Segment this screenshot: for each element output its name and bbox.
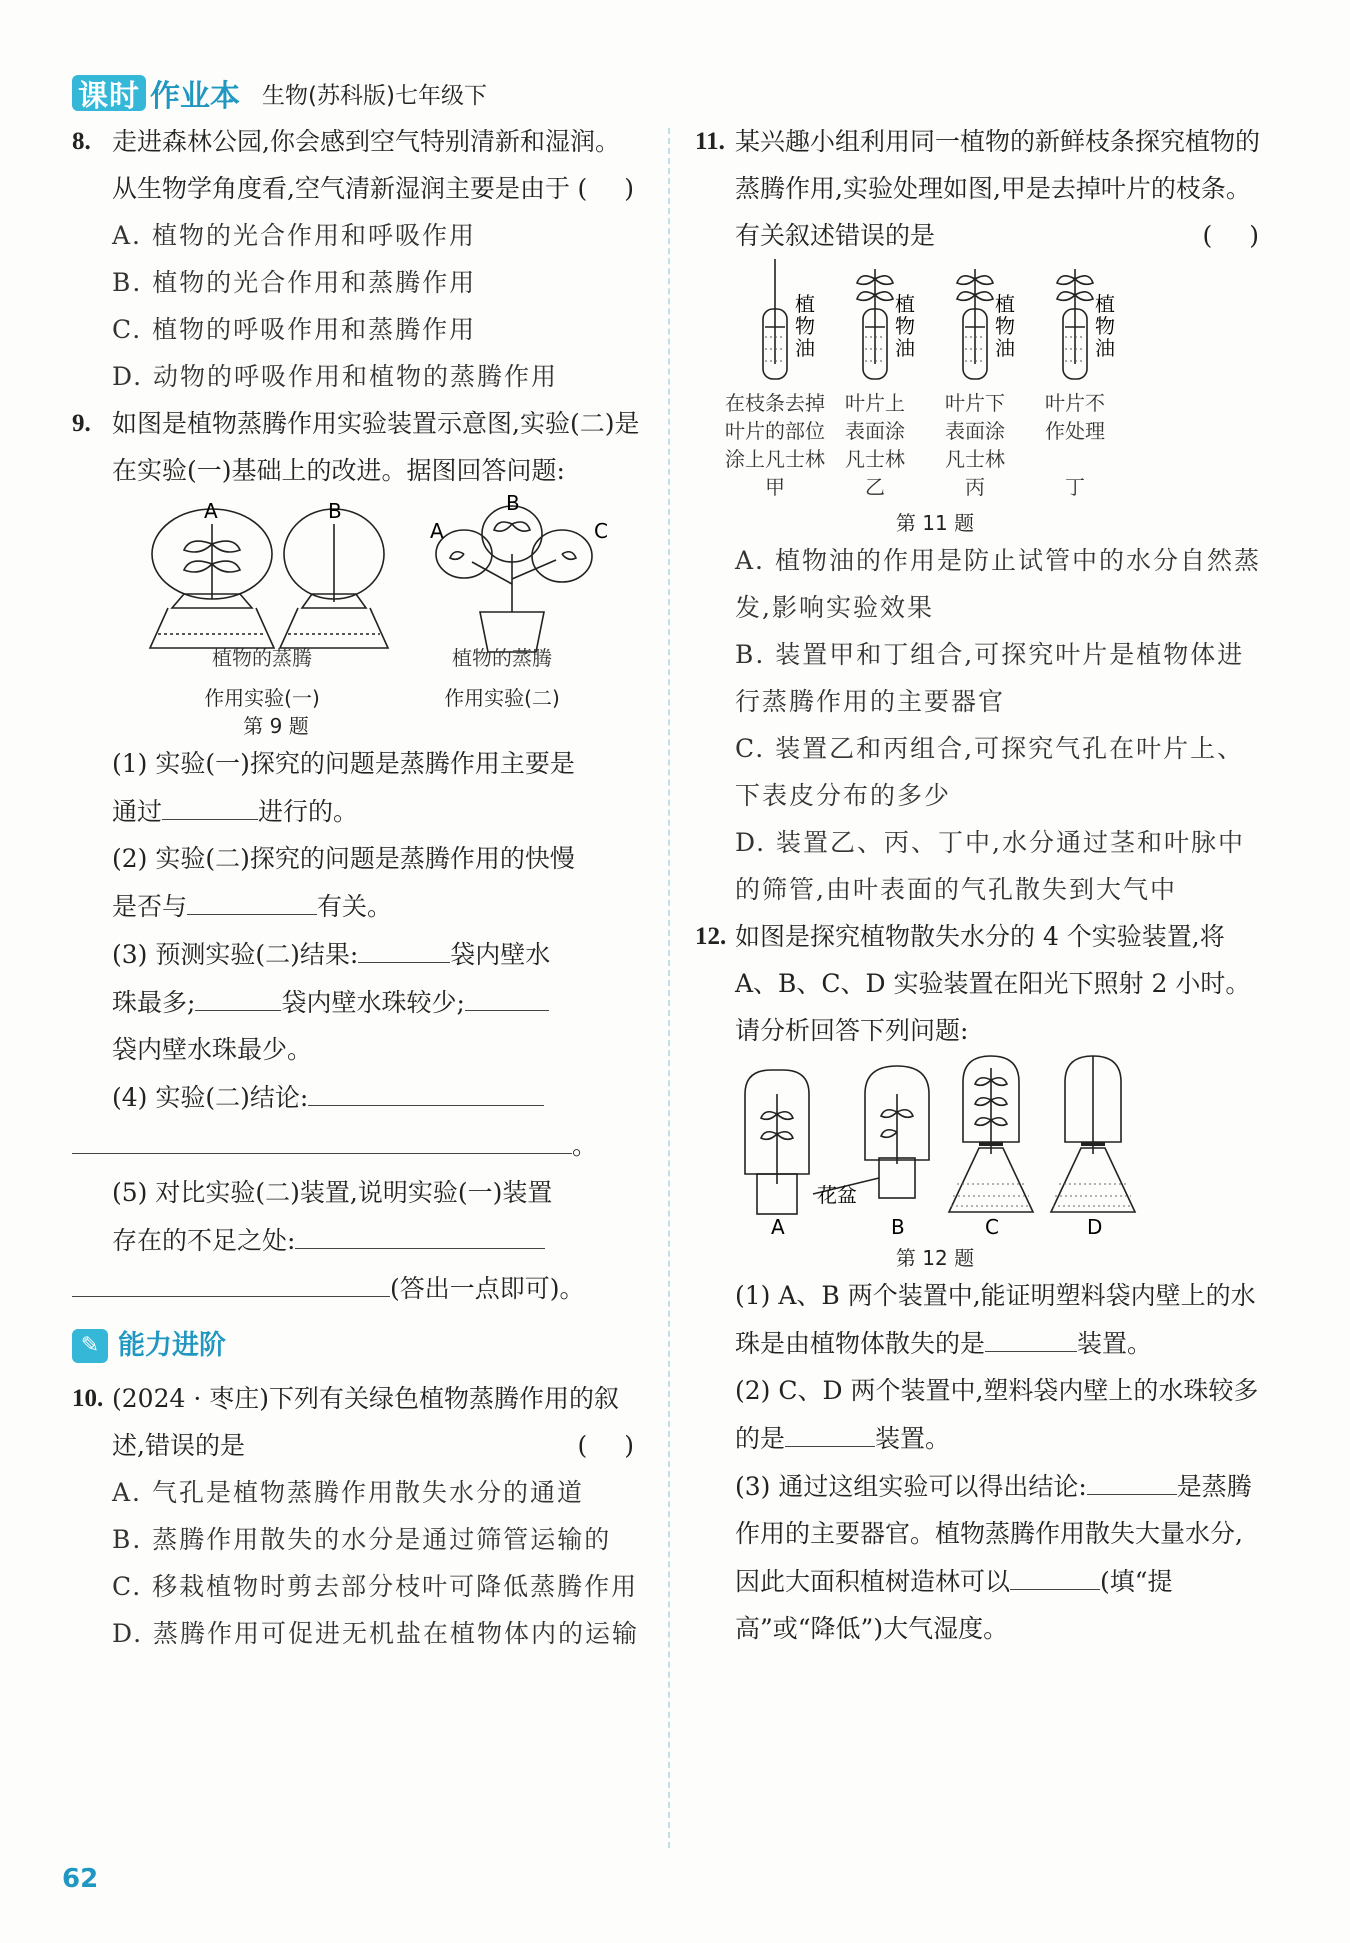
answer-paren[interactable]: ( )	[577, 174, 640, 203]
right-column	[695, 118, 1265, 1652]
sub-question-2	[72, 835, 640, 930]
column-divider	[668, 128, 670, 1848]
oil-label-char: 植	[1095, 292, 1115, 316]
tube-caption	[1025, 389, 1125, 501]
tube-caption-line: 凡士林	[945, 447, 1005, 471]
tube-caption-line: 乙	[865, 475, 885, 499]
sub-text: 是蒸腾作用的主要器官。植物蒸腾作用散失大量水分,因此大面积植树造林可以	[735, 1472, 1252, 1596]
tube-caption-line: 叶片下	[945, 391, 1005, 415]
oil-label-char: 植	[995, 292, 1015, 316]
oil-label-char: 物	[895, 314, 915, 338]
caption-exp1b: 作用实验(一)	[204, 686, 320, 710]
sub-text: 袋内壁水	[450, 940, 551, 969]
figure-title: 第 11 题	[895, 511, 975, 535]
answer-blank[interactable]	[985, 1319, 1077, 1352]
answer-blank[interactable]	[162, 787, 258, 820]
left-column	[72, 118, 640, 1657]
tube-caption-line: 在枝条去掉	[725, 391, 825, 415]
sub-text: (4) 实验(二)结论:	[112, 1083, 309, 1112]
sub-text: (1) 实验(一)探究的问题是蒸腾作用主要是	[112, 749, 575, 778]
label-a2: A	[430, 519, 444, 543]
tube-caption-line: 表面涂	[945, 419, 1005, 443]
label-b: B	[891, 1215, 905, 1239]
sub-text: 。	[572, 1131, 598, 1160]
oil-label-char: 物	[995, 314, 1015, 338]
tube-caption-line: 涂上凡士林	[725, 447, 825, 471]
sub-text: (1) A、B 两个装置中,能证明塑料袋内壁上的水珠是由植物体散失的是	[735, 1281, 1256, 1358]
tube-caption	[925, 389, 1025, 501]
sub-text: (填“提高”或“降低”)大气湿度。	[735, 1567, 1173, 1643]
tube-caption-line: 凡士林	[845, 447, 905, 471]
question-9	[72, 400, 640, 494]
question-stem: 如图是探究植物散失水分的 4 个实验装置,将 A、B、C、D 实验装置在阳光下照射 2 小时。请分析回答下列问题:	[735, 922, 1251, 1045]
answer-blank[interactable]	[465, 978, 549, 1011]
sub-text: 袋内壁水珠最少。	[112, 1035, 313, 1064]
figure-title: 第 9 题	[243, 714, 309, 738]
caption-exp2: 植物的蒸腾	[452, 646, 552, 670]
tube-caption	[725, 389, 825, 501]
pot-label: 花盆	[817, 1183, 857, 1207]
caption-exp1: 植物的蒸腾	[212, 646, 312, 670]
question-stem: 走进森林公园,你会感到空气特别清新和湿润。从生物学角度看,空气清新湿润主要是由于	[112, 127, 620, 203]
question-stem: 如图是植物蒸腾作用实验装置示意图,实验(二)是在实验(一)基础上的改进。据图回答问题:	[112, 409, 640, 485]
tube-caption-line: 表面涂	[845, 419, 905, 443]
answer-blank[interactable]	[187, 882, 317, 915]
oil-label-char: 物	[795, 314, 815, 338]
answer-blank[interactable]	[195, 978, 281, 1011]
option-d[interactable]: D. 装置乙、丙、丁中,水分通过茎和叶脉中的筛管,由叶表面的气孔散失到大气中	[735, 828, 1245, 904]
option-d[interactable]: D. 动物的呼吸作用和植物的蒸腾作用	[112, 362, 559, 391]
option-d[interactable]: D. 蒸腾作用可促进无机盐在植物体内的运输	[112, 1619, 640, 1648]
question-8	[72, 118, 640, 212]
page-header	[72, 74, 487, 112]
sub-text: 进行的。	[258, 797, 359, 826]
brand-name: 作业本	[150, 79, 240, 114]
section-title: 能力进阶	[118, 1330, 226, 1361]
figure-12	[695, 1054, 1265, 1244]
answer-paren[interactable]: ( )	[577, 1431, 640, 1460]
option-b[interactable]: B. 装置甲和丁组合,可探究叶片是植物体进行蒸腾作用的主要器官	[735, 640, 1245, 716]
answer-blank[interactable]	[308, 1073, 544, 1106]
sub-text: 装置。	[875, 1424, 951, 1453]
sub-text: 装置。	[1077, 1329, 1153, 1358]
pencil-icon: ✎	[72, 1329, 108, 1363]
answer-blank[interactable]	[72, 1264, 390, 1297]
tube-caption-line: 叶片的部位	[725, 419, 825, 443]
tube-caption-line: 叶片上	[845, 391, 905, 415]
sub-text: (答出一点即可)。	[390, 1274, 585, 1303]
option-c[interactable]: C. 装置乙和丙组合,可探究气孔在叶片上、下表皮分布的多少	[735, 734, 1245, 810]
section-header	[72, 1322, 640, 1369]
answer-blank[interactable]	[1010, 1557, 1100, 1590]
option-a[interactable]: A. 植物的光合作用和呼吸作用	[112, 221, 476, 250]
oil-label-char: 油	[795, 336, 815, 360]
sub-text: 通过	[112, 797, 163, 826]
label-c: C	[985, 1215, 999, 1239]
sub-question-5	[72, 1169, 640, 1312]
option-b[interactable]: B. 植物的光合作用和蒸腾作用	[112, 268, 477, 297]
answer-blank[interactable]	[785, 1414, 875, 1447]
sub-text: 是否与	[112, 892, 188, 921]
label-b2: B	[506, 494, 520, 515]
brand-logo: 课时	[72, 75, 146, 111]
question-12	[695, 913, 1265, 1054]
tube-caption-line: 作处理	[1045, 419, 1105, 443]
label-c: C	[594, 519, 608, 543]
sub-text: 存在的不足之处:	[112, 1226, 296, 1255]
question-number: 12.	[695, 923, 727, 950]
tube-captions	[695, 389, 1265, 501]
label-d: D	[1087, 1215, 1103, 1239]
question-stem: 某兴趣小组利用同一植物的新鲜枝条探究植物的蒸腾作用,实验处理如图,甲是去掉叶片的枝条。有关叙述错误的是	[735, 127, 1261, 250]
question-stem: (2024 · 枣庄)下列有关绿色植物蒸腾作用的叙述,错误的是	[112, 1384, 619, 1460]
tube-caption	[825, 389, 925, 501]
oil-label-char: 油	[995, 336, 1015, 360]
answer-paren[interactable]: ( )	[1202, 221, 1265, 250]
question-number: 10.	[72, 1385, 104, 1412]
page-number: 62	[62, 1864, 99, 1894]
answer-blank[interactable]	[358, 930, 450, 963]
answer-blank[interactable]	[295, 1216, 545, 1249]
label-b: B	[328, 499, 342, 523]
tube-caption-line: 丙	[965, 475, 985, 499]
sub-question-3	[72, 930, 640, 1073]
label-a: A	[204, 499, 218, 523]
sub-text: 袋内壁水珠较少;	[281, 988, 465, 1017]
oil-label-char: 油	[1095, 336, 1115, 360]
sub-question-2	[695, 1367, 1265, 1462]
question-11	[695, 118, 1265, 259]
oil-label-char: 油	[895, 336, 915, 360]
answer-blank[interactable]	[1087, 1462, 1177, 1495]
option-b[interactable]: B. 蒸腾作用散失的水分是通过筛管运输的	[112, 1525, 612, 1554]
tube-caption-line	[1025, 445, 1125, 473]
sub-text: (5) 对比实验(二)装置,说明实验(一)装置	[112, 1178, 553, 1207]
subject-title: 生物(苏科版)七年级下	[262, 82, 487, 109]
sub-text: 有关。	[317, 892, 393, 921]
sub-question-4	[72, 1073, 640, 1169]
question-number: 11.	[695, 128, 725, 155]
sub-text: 珠最多;	[112, 988, 196, 1017]
figure-11	[695, 259, 1265, 509]
sub-question-1	[695, 1272, 1265, 1367]
sub-question-3	[695, 1462, 1265, 1652]
tube-caption-line: 甲	[765, 475, 785, 499]
sub-text: (2) 实验(二)探究的问题是蒸腾作用的快慢	[112, 844, 575, 873]
sub-question-1	[72, 740, 640, 835]
sub-text: (2) C、D 两个装置中,塑料袋内壁上的水珠较多的是	[735, 1376, 1259, 1453]
caption-exp2b: 作用实验(二)	[444, 686, 560, 710]
sub-text: (3) 预测实验(二)结果:	[112, 940, 359, 969]
test-tube-diagram	[695, 259, 1265, 389]
question-10	[72, 1375, 640, 1469]
option-c[interactable]: C. 移栽植物时剪去部分枝叶可降低蒸腾作用	[112, 1572, 639, 1601]
label-a: A	[771, 1215, 785, 1239]
figure-9	[72, 494, 640, 684]
oil-label-char: 物	[1095, 314, 1115, 338]
oil-label-char: 植	[795, 292, 815, 316]
sub-text: (3) 通过这组实验可以得出结论:	[735, 1472, 1087, 1501]
answer-blank[interactable]	[72, 1121, 572, 1154]
plant-bag-diagram	[695, 1054, 1265, 1244]
oil-label-char: 植	[895, 292, 915, 316]
figure-title: 第 12 题	[895, 1246, 975, 1270]
tube-caption-line: 叶片不	[1045, 391, 1105, 415]
tube-caption-line: 丁	[1065, 475, 1085, 499]
option-a[interactable]: A. 植物油的作用是防止试管中的水分自然蒸发,影响实验效果	[735, 546, 1261, 622]
question-number: 8.	[72, 128, 91, 155]
option-c[interactable]: C. 植物的呼吸作用和蒸腾作用	[112, 315, 477, 344]
question-number: 9.	[72, 410, 91, 437]
option-a[interactable]: A. 气孔是植物蒸腾作用散失水分的通道	[112, 1478, 584, 1507]
